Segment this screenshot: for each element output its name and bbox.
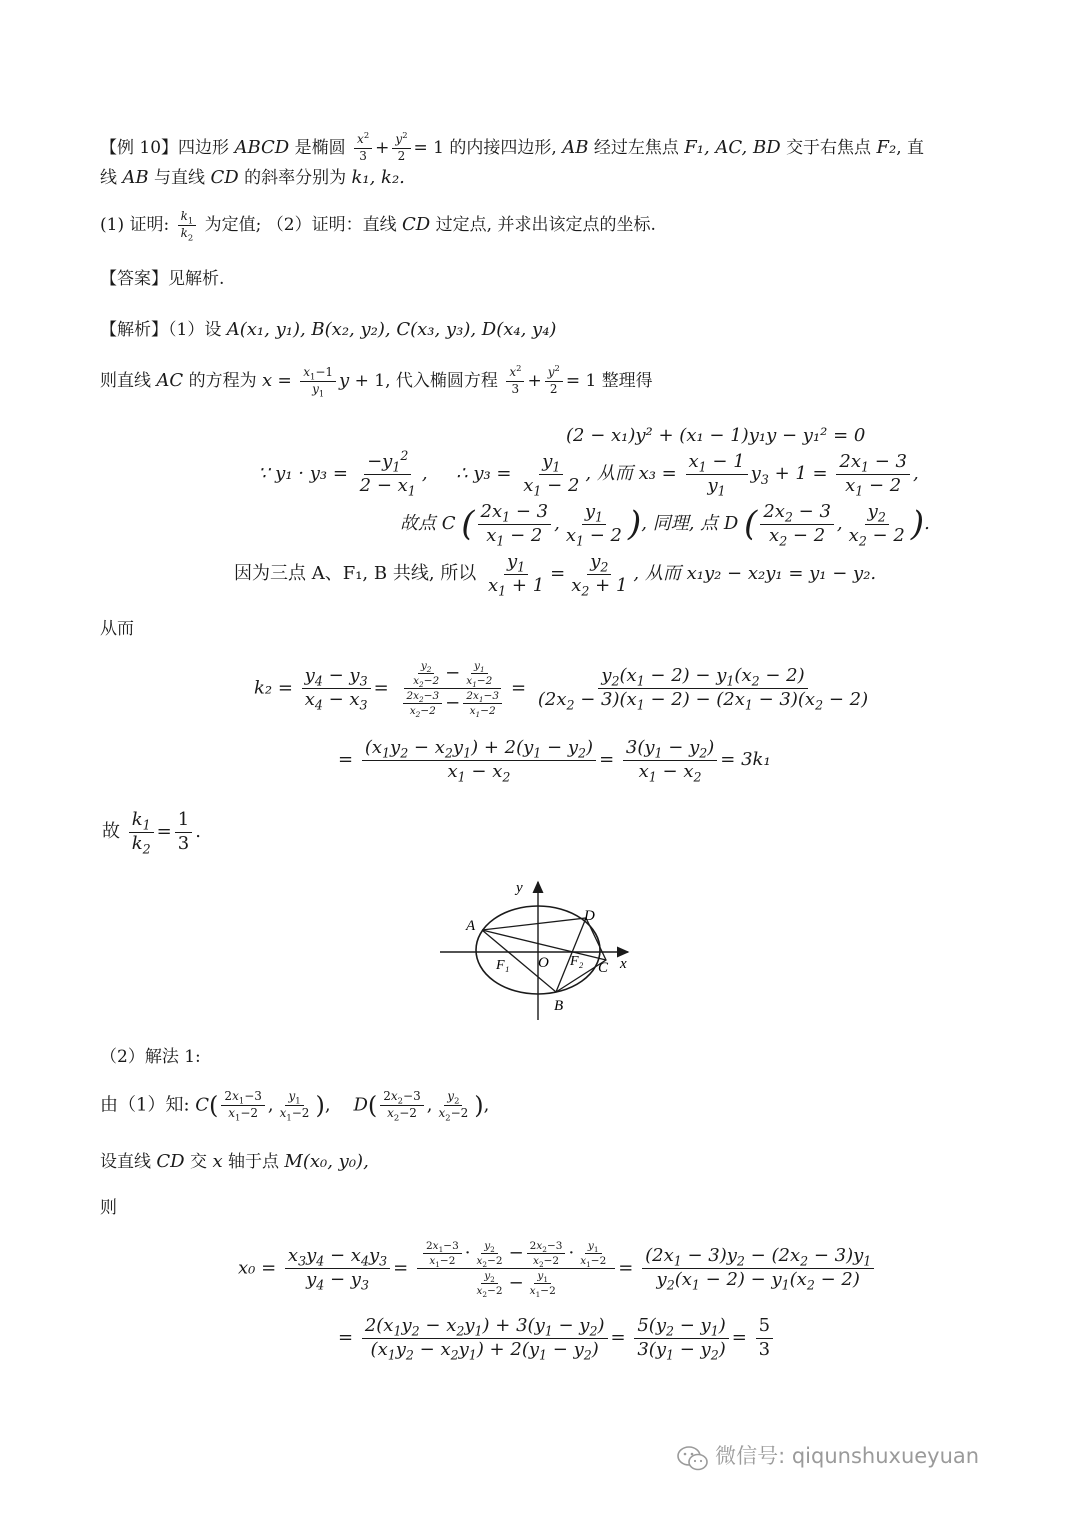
label-a: A: [466, 918, 476, 934]
line-ac-equation: 则直线 AC 的方程为 x = $\frac{x_1-1}{y_1}$ y + 1, 代入椭圆方程 $\frac{x^2}{3}$ + $\frac{y^2}{2}$ = 1 整理得: [100, 363, 653, 399]
collinear-line: 因为三点 A、F₁, B 共线, 所以 $\frac{y_1}{x_1 + 1}$ = $\frac{y_2}{x_2 + 1}$ , 从而 x₁y₂ − x₂y₁ = y₁ − y₂.: [234, 551, 877, 599]
vieta-line: ∵ y₁ · y₃ = $\frac{-y_1^2}{2 - x_1}$ , ∴ y₃ = $\frac{y_1}{x_1 - 2}$ , 从而 x₃ = $\frac{x_1 - 1}{y_1}$ $y_3 + 1$ = $\frac{2x_1 - 3}{x_1 - 2}$ ,: [258, 448, 919, 499]
k2-derivation-2: = $\frac{(x_1y_2 - x_2y_1) + 2(y_1 - y_2)}{x_1 - x_2}$ = $\frac{3(y_1 - y_2)}{x_1 - x_2}$ = 3k₁: [338, 737, 771, 785]
part2-title: （2）解法 1:: [100, 1047, 201, 1067]
label-d: D: [584, 908, 595, 924]
watermark: [676, 1440, 979, 1474]
analysis-header: 【解析】（1）设 A(x₁, y₁), B(x₂, y₂), C(x₃, y₃), D(x₄, y₄): [100, 319, 557, 340]
point-coordinates: A(x₁, y₁), B(x₂, y₂), C(x₃, y₃), D(x₄, y₄): [226, 319, 557, 340]
label-c: C: [598, 960, 609, 976]
part2-then: 则: [100, 1198, 117, 1218]
label-y: y: [516, 880, 523, 896]
problem-ellipse-text: 是椭圆: [294, 137, 346, 158]
quadratic-equation: (2 − x₁)y² + (x₁ − 1)y₁y − y₁² = 0: [566, 425, 866, 446]
hence-label: 从而: [100, 619, 134, 639]
label-x: x: [620, 956, 627, 972]
watermark-text: 微信号: qiqunshuxueyuan: [715, 1444, 980, 1468]
answer-line: 【答案】见解析.: [100, 269, 225, 289]
points-c-d: 故点 C ( $\frac{2x_1 - 3}{x_1 - 2}$ , $\frac{y_1}{x_1 - 2}$ ), 同理, 点 D ( $\frac{2x_2 - 3}{x_2 - 2}$ , $\frac{y_2}{x_2 - 2}$ ).: [400, 501, 930, 549]
problem-line-1: 【例 10】四边形 ABCD 是椭圆 $\frac{x^2}{3}$ + $\frac{y^2}{2}$ = 1 的内接四边形, AB 经过左焦点 F₁, AC, BD 交于右焦点 F₂, 直: [100, 130, 924, 163]
label-f1: F₁: [496, 958, 510, 973]
x0-derivation-2: = $\frac{2(x_1y_2 - x_2y_1) + 3(y_1 - y_2)}{(x_1y_2 - x_2y_1) + 2(y_1 - y_2)}$ = $\frac{5(y_2 - y_1)}{3(y_1 - y_2)}$ = $\frac{5}{3}$: [338, 1316, 776, 1360]
part2-known: 由（1）知: C( $\frac{2x_1-3}{x_1-2}$ , $\frac{y_1}{x_1-2}$ ), D( $\frac{2x_2-3}{x_2-2}$ , $\frac{y_2}{x_2-2}$ ),: [100, 1089, 490, 1123]
problem-intro: 【例 10】四边形: [100, 137, 230, 158]
question-line: (1) 证明: $\frac{k_1}{k_2}$ 为定值; （2）证明：直线 CD 过定点, 并求出该定点的坐标.: [100, 209, 656, 243]
label-b: B: [554, 998, 564, 1014]
problem-line-2: 线 AB 与直线 CD 的斜率分别为 k₁, k₂.: [100, 167, 405, 188]
k2-derivation-1: k₂ = $\frac{y_4 - y_3}{x_4 - x_3}$ = $\frac{y_2}{x_2-2}$ − $\frac{y_1}{x_1-2}$ $\frac{2x_2-3}{x_2-2}$ − $\frac{2x_1-3}{x_1-2}$ = $\frac{y_2(x_1 - 2) - y_1(x_2 - 2)}{(2x_2 - 3)(x_1 - 2) - (2x_1 - 3)(x_2 - 2)}$: [254, 660, 869, 720]
wechat-icon: [676, 1444, 710, 1474]
x0-derivation-1: x₀ = $\frac{x_3y_4 - x_4y_3}{y_4 - y_3}$ = $\frac{2x_1-3}{x_1-2}$ · $\frac{y_2}{x_2-2}$ − $\frac{2x_2-3}{x_2-2}$ · $\frac{y_1}{x_1-2}$ $\frac{y_2}{x_2-2}$ − $\frac{y_1}{x_1-2}$ = $\frac{(2x_1 - 3)y_2 - (2x_2 - 3)y_1}{y_2(x_1 - 2) - y_1(x_2 - 2)}$: [238, 1240, 877, 1297]
part2-setup: 设直线 CD 交 x 轴于点 M(x₀, y₀),: [100, 1151, 369, 1172]
ratio-conclusion: 故 $\frac{k_1}{k_2}$ = $\frac{1}{3}$ .: [102, 809, 201, 857]
ellipse-figure: [430, 872, 650, 1024]
quad-name: ABCD: [234, 136, 290, 158]
label-o: O: [538, 955, 549, 971]
label-f2: F₂: [570, 954, 584, 969]
